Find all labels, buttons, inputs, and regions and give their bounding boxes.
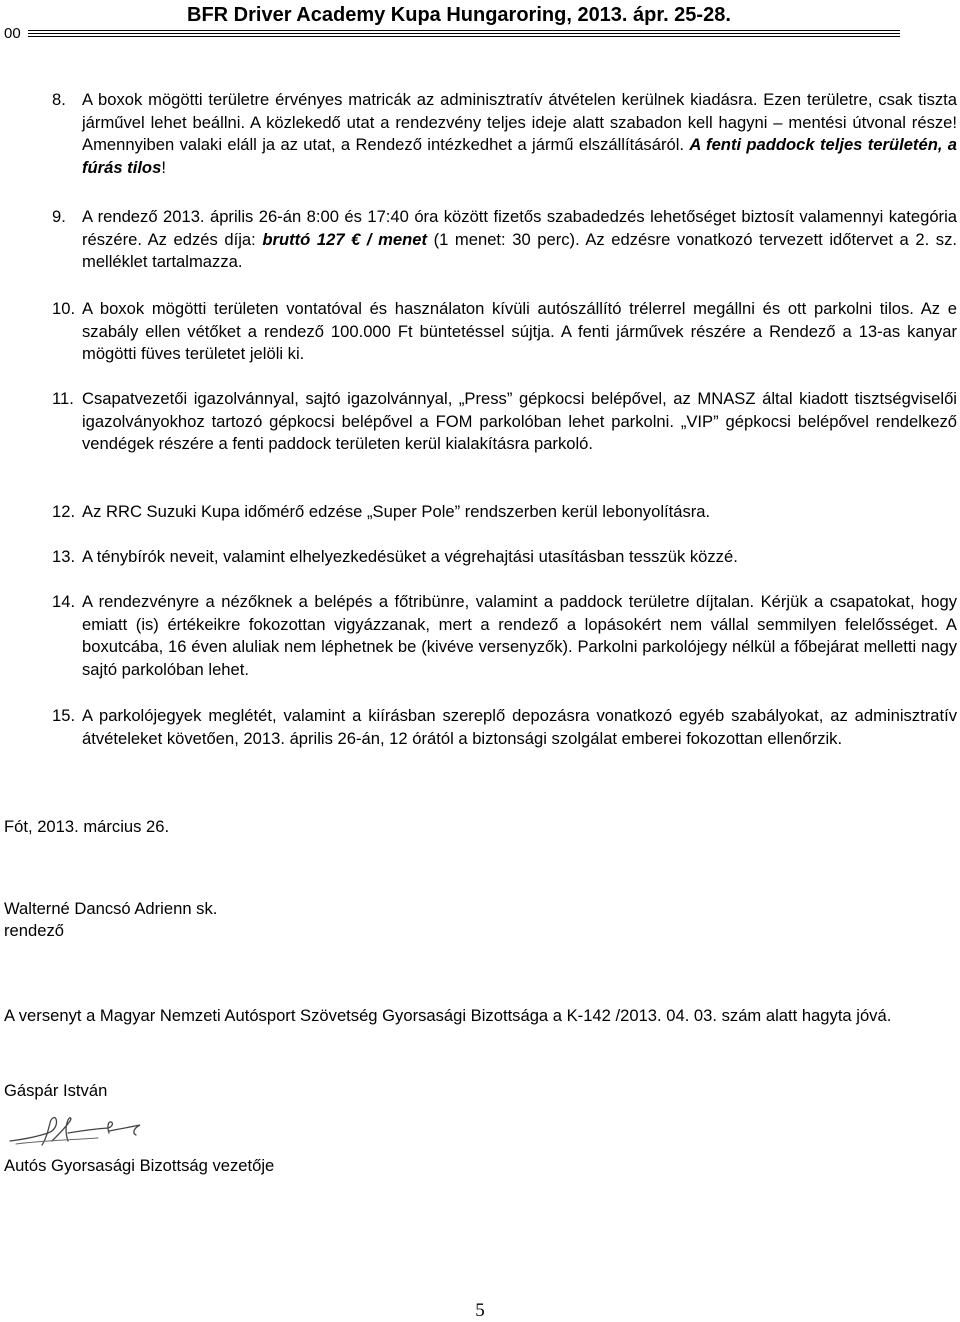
rule-item-15 [52, 705, 957, 750]
header-page-index: 00 [4, 25, 21, 42]
item-text-segment: Az RRC Suzuki Kupa időmérő edzése „Super Pole” rendszerben kerül lebonyolításra. [82, 502, 711, 521]
page-number: 5 [475, 1300, 485, 1321]
item-text-segment: A parkolójegyek meglétét, valamint a kiírásban szereplő depozásra vonatkozó egyéb szabályokat, az adminisztratív átvételeket követően, 2013. április 26-án, 12 órától a biztonsági szolgálat emberei fokozottan ellenőrzik. [82, 706, 957, 748]
item-text-segment: A ténybírók neveit, valamint elhelyezkedésüket a végrehajtási utasításban tesszük közzé. [82, 547, 738, 566]
page-header [0, 0, 960, 40]
item-text [82, 591, 957, 681]
item-number: 8. [52, 90, 66, 109]
rule-item-12 [52, 501, 957, 524]
item-text-segment: ! [161, 157, 166, 177]
signatory-name: Gáspár István [4, 1081, 108, 1100]
item-text-segment: A boxok mögötti területre érvényes matricák az adminisztratív átvételen kerülnek kiadásra. Ezen területre, csak tiszta járművel lehet beállni. A közlekedő utat a rendezvény teljes ideje alatt szabadon kell hagyni – mentési útvonal része! Amennyiben valaki eláll ja az utat, a Rendező intézkedhet a jármű elszállításáról. [82, 90, 957, 154]
item-text-segment: Csapatvezetői igazolvánnyal, sajtó igazolvánnyal, „Press” gépkocsi belépővel, az MNASZ által kiadott tisztségviselői igazolványokhoz tartozó gépkocsi belépővel a FOM parkolóban lehet parkolni. „VIP” gépkocsi belépővel rendelkező vendégek részére a fenti paddock területen kerül kialakításra parkoló. [82, 389, 957, 453]
item-text [82, 388, 957, 456]
place-date: Fót, 2013. március 26. [4, 817, 170, 836]
item-text [82, 501, 957, 524]
item-text [82, 89, 957, 179]
header-title: BFR Driver Academy Kupa Hungaroring, 2013. ápr. 25-28. [187, 4, 731, 26]
header-rule [28, 30, 900, 31]
item-text-segment: A rendező 2013. április 26-án 8:00 és 17:40 óra között fizetős szabadedzés lehetőséget biztosít valamennyi kategória részére. Az edzés díja: [82, 207, 957, 249]
item-number: 15. [52, 706, 76, 725]
item-text-segment: A boxok mögötti területen vontatóval és használaton kívüli autószállító trélerrel megállni és ott parkolni tilos. Az e szabály ellen vétőket a rendező 100.000 Ft büntetéssel sújtja. A fenti járművek részére a Rendező a 13-as kanyar mögötti füves területet jelöli ki. [82, 299, 957, 363]
approval-statement: A versenyt a Magyar Nemzeti Autósport Szövetség Gyorsasági Bizottsága a K-142 /2013. 04. 03. szám alatt hagyta jóvá. [4, 1006, 892, 1025]
item-text [82, 546, 957, 569]
item-number: 14. [52, 592, 76, 611]
organizer-name: Walterné Dancsó Adrienn sk. [4, 899, 218, 918]
organizer-role: rendező [4, 921, 64, 940]
item-text [82, 298, 957, 366]
item-emphasis: A fenti paddock teljes területén, a fúrás tilos [82, 135, 957, 177]
rule-item-9 [52, 206, 957, 274]
header-rule [28, 36, 900, 37]
item-number: 11. [52, 389, 74, 408]
item-text [82, 705, 957, 750]
handwritten-signature-icon [8, 1111, 144, 1149]
rule-item-14 [52, 591, 957, 681]
item-number: 9. [52, 207, 66, 226]
signatory-role: Autós Gyorsasági Bizottság vezetője [4, 1156, 275, 1175]
rule-item-11 [52, 388, 957, 456]
rule-item-8 [52, 89, 957, 179]
rule-item-10 [52, 298, 957, 366]
item-text-segment: (1 menet: 30 perc). Az edzésre vonatkozó tervezett időtervet a 2. sz. melléklet tartalmazza. [82, 229, 957, 271]
header-rule [28, 33, 900, 34]
item-text-segment: A rendezvényre a nézőknek a belépés a főtribünre, valamint a paddock területre díjtalan. Kérjük a csapatokat, hogy emiatt (is) értékeikre fokozottan vigyázzanak, mert a rendező a lopásokért nem vállal semmilyen felelősséget. A boxutcába, 16 éven aluliak nem léphetnek be (kivéve versenyzők). Parkolni parkolójegy nélkül a főbejárat melletti nagy sajtó parkolóban lehet. [82, 592, 957, 679]
item-text [82, 206, 957, 274]
rule-item-13 [52, 546, 957, 569]
item-number: 13. [52, 547, 76, 566]
item-emphasis: bruttó 127 € / menet [262, 229, 427, 249]
item-number: 12. [52, 502, 76, 521]
item-number: 10. [52, 299, 76, 318]
